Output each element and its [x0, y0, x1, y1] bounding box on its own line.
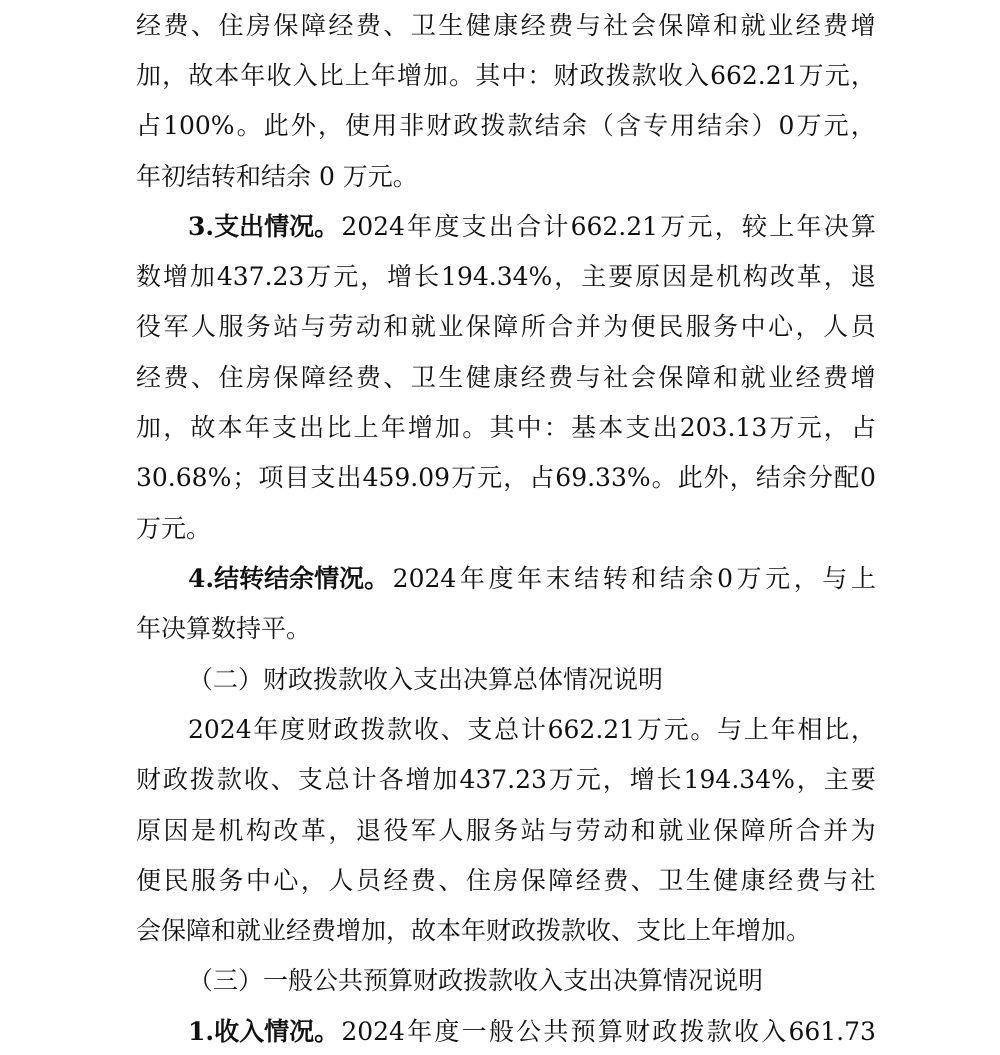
paragraph-line: 4.结转结余情况。 2024 年 度 年 末 结 转 和 结 余 0 万 元 ， 与 上	[0, 559, 876, 599]
paragraph-line: 数 增 加 437.23 万 元 ， 增 长 194.34% ， 主 要 原 因 是 机 构 改 革 ， 退	[136, 262, 876, 291]
section-heading: （三）一般公共预算财政拨款收入支出决算情况说明	[188, 966, 764, 995]
paragraph-line: 30.68% ； 项 目 支 出 459.09 万 元 ， 占 69.33% 。 此 外 ， 结 余 分 配 0	[136, 463, 876, 492]
paragraph-line: 占 100% 。 此 外 ， 使 用 非 财 政 拨 款 结 余 （ 含 专 用 结 余 ） 0 万 元 ，	[136, 111, 876, 140]
paragraph-line: 年初结转和结余 0 万元。	[136, 162, 418, 191]
paragraph-line: 经 费 、 住 房 保 障 经 费 、 卫 生 健 康 经 费 与 社 会 保 障 和 就 业 经 费 增	[136, 363, 876, 392]
section-heading: （二）财政拨款收入支出决算总体情况说明	[188, 665, 664, 694]
paragraph-line: 加 ， 故 本 年 收 入 比 上 年 增 加 。 其 中 ： 财 政 拨 款 收 入 662.21 万 元 ，	[136, 61, 876, 90]
paragraph-line: 便 民 服 务 中 心 ， 人 员 经 费 、 住 房 保 障 经 费 、 卫 生 健 康 经 费 与 社	[136, 866, 876, 895]
paragraph-line: 1.收入情况。 2024 年 度 一 般 公 共 预 算 财 政 拨 款 收 入 661.73	[0, 1012, 876, 1052]
paragraph-line: 万元。	[136, 514, 212, 543]
paragraph-line: 年决算数持平。	[136, 614, 312, 643]
paragraph-line: 3.支出情况。 2024 年 度 支 出 合 计 662.21 万 元 ， 较 上 年 决 算	[0, 207, 876, 247]
paragraph-line: 加 ， 故 本 年 支 出 比 上 年 增 加 。 其 中 ： 基 本 支 出 203.13 万 元 ， 占	[136, 413, 876, 442]
paragraph-line: 原 因 是 机 构 改 革 ， 退 役 军 人 服 务 站 与 劳 动 和 就 业 保 障 所 合 并 为	[136, 816, 876, 845]
paragraph-line: 役 军 人 服 务 站 与 劳 动 和 就 业 保 障 所 合 并 为 便 民 服 务 中 心 ， 人 员	[136, 312, 876, 341]
paragraph-heading: 1.收入情况。	[188, 1017, 340, 1046]
paragraph-line: 经 费 、 住 房 保 障 经 费 、 卫 生 健 康 经 费 与 社 会 保 障 和 就 业 经 费 增	[136, 11, 876, 40]
paragraph-heading: 4.结转结余情况。	[188, 564, 390, 593]
paragraph-line: 财 政 拨 款 收 、 支 总 计 各 增 加 437.23 万 元 ， 增 长 194.34% ， 主 要	[136, 765, 876, 794]
paragraph-line: 2024 年 度 财 政 拨 款 收 、 支 总 计 662.21 万 元 。 与 上 年 相 比 ，	[188, 715, 876, 744]
paragraph-line: 会保障和就业经费增加，故本年财政拨款收、支比上年增加。	[136, 916, 812, 945]
paragraph-heading: 3.支出情况。	[188, 212, 340, 241]
